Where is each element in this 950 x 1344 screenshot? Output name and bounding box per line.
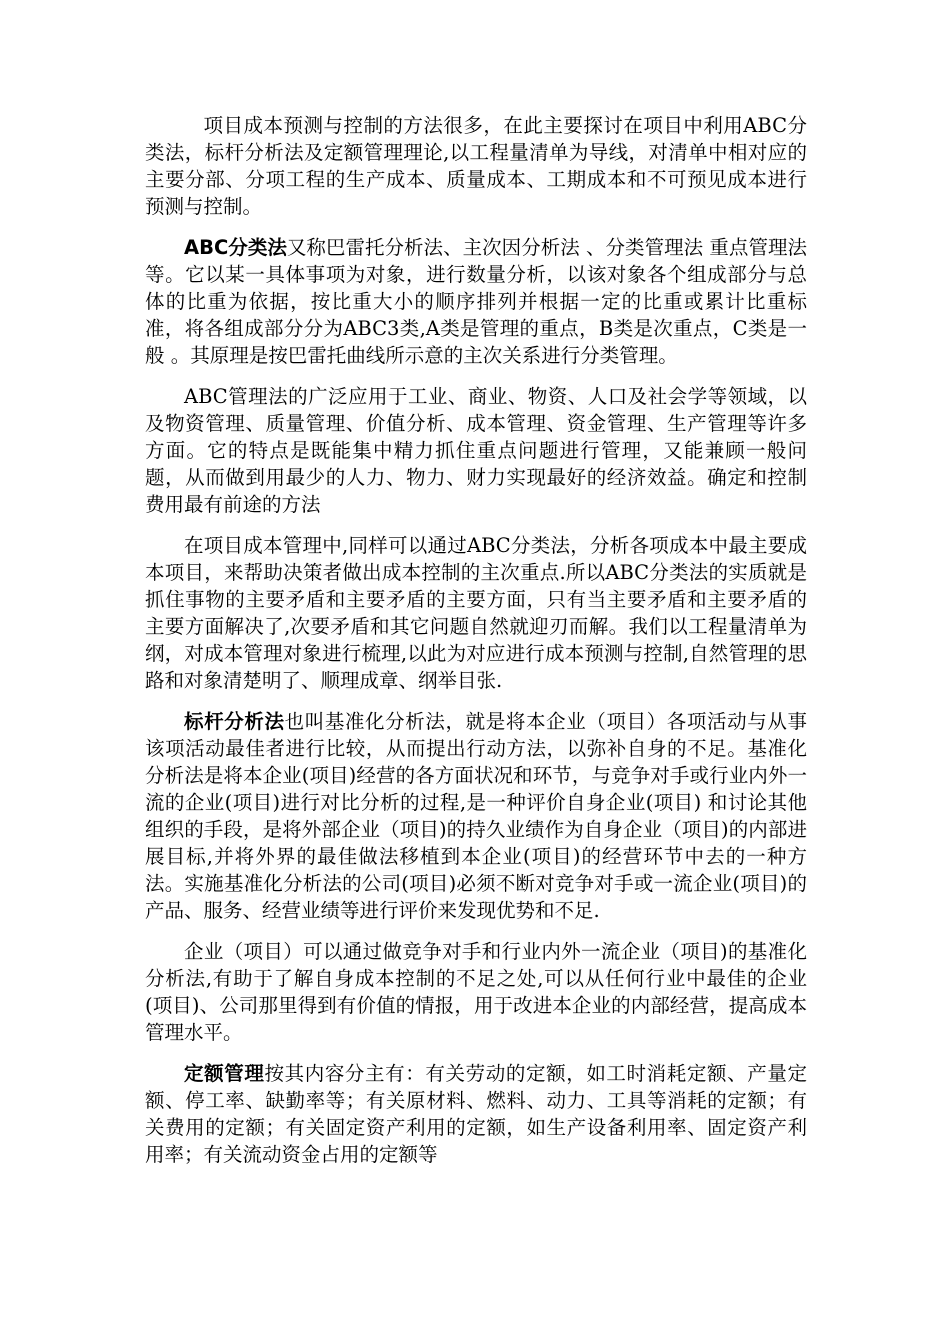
paragraph-quota-management xyxy=(145,1060,807,1168)
paragraph-benchmarking xyxy=(145,708,807,924)
paragraph-intro xyxy=(145,112,807,220)
term-quota-management: 定额管理 xyxy=(184,1062,265,1085)
term-abc-classification: ABC分类法 xyxy=(184,236,287,259)
paragraph-text: ABC管理法的广泛应用于工业、商业、物资、人口及社会学等领域，以及物资管理、质量管理、价值分析、成本管理、资金管理、生产管理等许多方面。它的特点是既能集中精力抓住重点问题进行管理，又能兼顾一般问题，从而做到用最少的人力、物力、财力实现最好的经济效益。确定和控制费用最有前途的方法 xyxy=(145,385,807,516)
paragraph-text: 又称巴雷托分析法、主次因分析法 、分类管理法 重点管理法等。它以某一具体事项为对象，进行数量分析，以该对象各个组成部分与总体的比重为依据，按比重大小的顺序排列并根据一定的比重或累计比重标准，将各组成部分分为ABC3类,A类是管理的重点，B类是次重点，C类是一般 。其原理是按巴雷托曲线所示意的主次关系进行分类管理。 xyxy=(145,236,807,367)
paragraph-benchmarking-benefit xyxy=(145,938,807,1046)
term-benchmarking: 标杆分析法 xyxy=(184,710,285,733)
paragraph-text: 项目成本预测与控制的方法很多，在此主要探讨在项目中利用ABC分类法，标杆分析法及定额管理理论,以工程量清单为导线，对清单中相对应的主要分部、分项工程的生产成本、质量成本、工期成本和不可预见成本进行预测与控制。 xyxy=(145,114,807,218)
document-page xyxy=(145,112,807,1182)
paragraph-text: 也叫基准化分析法，就是将本企业（项目）各项活动与从事该项活动最佳者进行比较，从而提出行动方法，以弥补自身的不足。基准化分析法是将本企业(项目)经营的各方面状况和环节，与竞争对手或行业内外一流的企业(项目)进行对比分析的过程,是一种评价自身企业(项目) 和讨论其他组织的手段，是将外部企业（项目)的持久业绩作为自身企业（项目)的内部进展目标,并将外界的最佳做法移植到本企业(项目)的经营环节中去的一种方法。实施基准化分析法的公司(项目)必须不断对竞争对手或一流企业(项目)的产品、服务、经营业绩等进行评价来发现优势和不足. xyxy=(145,710,807,922)
paragraph-abc-in-project xyxy=(145,532,807,694)
paragraph-abc-method xyxy=(145,234,807,369)
paragraph-text: 在项目成本管理中,同样可以通过ABC分类法，分析各项成本中最主要成本项目，来帮助决策者做出成本控制的主次重点.所以ABC分类法的实质就是抓住事物的主要矛盾和主要矛盾的主要方面，只有当主要矛盾和主要矛盾的主要方面解决了,次要矛盾和其它问题自然就迎刃而解。我们以工程量清单为纲，对成本管理对象进行梳理,以此为对应进行成本预测与控制,自然管理的思路和对象清楚明了、顺理成章、纲举目张. xyxy=(145,534,807,692)
paragraph-text: 按其内容分主有：有关劳动的定额，如工时消耗定额、产量定额、停工率、缺勤率等；有关原材料、燃料、动力、工具等消耗的定额；有关费用的定额；有关固定资产利用的定额，如生产设备利用率、固定资产利用率；有关流动资金占用的定额等 xyxy=(145,1062,807,1166)
paragraph-text: 企业（项目）可以通过做竞争对手和行业内外一流企业（项目)的基准化分析法,有助于了解自身成本控制的不足之处,可以从任何行业中最佳的企业(项目)、公司那里得到有价值的情报，用于改进本企业的内部经营，提高成本管理水平。 xyxy=(145,940,807,1044)
paragraph-abc-application xyxy=(145,383,807,518)
